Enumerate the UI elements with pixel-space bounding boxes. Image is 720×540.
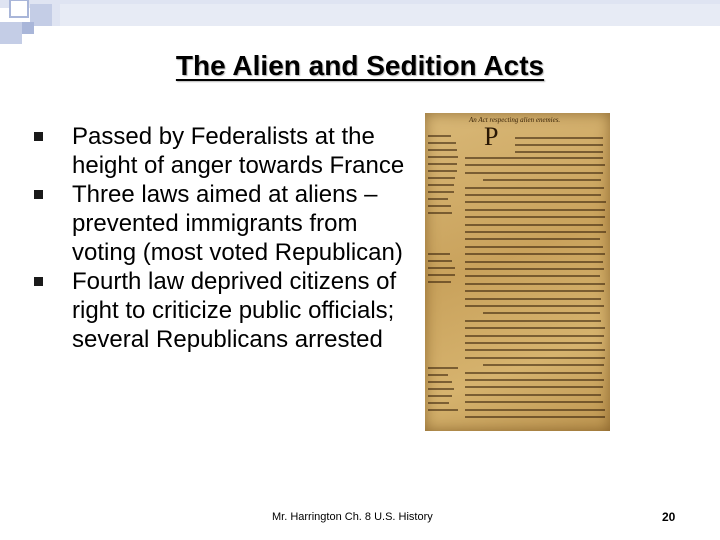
document-text-line xyxy=(465,224,603,226)
document-text-line xyxy=(465,157,603,159)
document-text-line xyxy=(465,246,603,248)
document-text-line xyxy=(465,164,605,166)
document-text-line xyxy=(465,275,600,277)
document-margin-line xyxy=(428,177,455,179)
document-margin-line xyxy=(428,198,448,200)
page-number: 20 xyxy=(662,510,676,524)
document-text-line xyxy=(483,312,600,314)
document-text-line xyxy=(465,357,605,359)
document-text-line xyxy=(465,298,601,300)
document-text-line xyxy=(465,320,601,322)
slide-title: The Alien and Sedition Acts xyxy=(175,50,545,81)
document-margin-line xyxy=(428,149,457,151)
document-text-line xyxy=(465,216,605,218)
document-margin-line xyxy=(428,381,452,383)
square-bullet-icon xyxy=(34,132,43,141)
document-text-line xyxy=(465,172,603,174)
slide-footer: Mr. Harrington Ch. 8 U.S. History xyxy=(272,511,433,523)
document-margin-line xyxy=(428,205,451,207)
bullet-text: Passed by Federalists at the height of anger towards France xyxy=(72,123,405,179)
document-margin-line xyxy=(428,142,456,144)
document-text-line xyxy=(465,305,604,307)
document-margin-line xyxy=(428,281,451,283)
document-text-line xyxy=(465,386,603,388)
document-text-line xyxy=(465,253,605,255)
document-margin-line xyxy=(428,409,458,411)
document-text-line xyxy=(465,209,605,211)
document-text-line xyxy=(483,179,601,181)
bullet-list xyxy=(34,122,414,354)
document-margin-line xyxy=(428,191,454,193)
bullet-item xyxy=(34,180,414,267)
document-margin-line xyxy=(428,163,457,165)
document-text-line xyxy=(465,409,605,411)
document-text-line xyxy=(465,372,602,374)
document-text-line xyxy=(465,394,601,396)
document-text-line xyxy=(465,401,603,403)
document-margin-line xyxy=(428,395,452,397)
document-text-line xyxy=(465,349,605,351)
document-margin-line xyxy=(428,253,450,255)
document-text-line xyxy=(465,231,606,233)
historical-document-image xyxy=(425,113,610,431)
bullet-item xyxy=(34,267,414,354)
document-margin-line xyxy=(428,374,448,376)
document-text-line xyxy=(483,364,604,366)
document-text-line xyxy=(465,201,606,203)
bullet-text: Fourth law deprived citizens of right to criticize public officials; several Republicans arrested xyxy=(72,268,397,353)
document-text-line xyxy=(465,268,604,270)
document-text-line xyxy=(515,151,603,153)
document-margin-line xyxy=(428,212,452,214)
document-text-line xyxy=(465,416,605,418)
document-text-line xyxy=(465,290,604,292)
bullet-text: Three laws aimed at aliens – prevented immigrants from voting (most voted Republican) xyxy=(72,181,403,266)
document-margin-line xyxy=(428,388,454,390)
document-drop-cap: P xyxy=(484,122,499,151)
document-margin-line xyxy=(428,156,458,158)
document-text-line xyxy=(465,335,604,337)
document-text-line xyxy=(515,137,603,139)
document-margin-line xyxy=(428,260,452,262)
document-margin-line xyxy=(428,170,457,172)
document-text-line xyxy=(465,327,605,329)
document-margin-notes xyxy=(428,135,460,425)
document-text-line xyxy=(465,379,604,381)
document-margin-line xyxy=(428,367,458,369)
document-margin-line xyxy=(428,274,455,276)
document-margin-line xyxy=(428,135,451,137)
document-margin-line xyxy=(428,267,455,269)
document-text-line xyxy=(465,283,605,285)
document-text-line xyxy=(465,194,601,196)
document-text-line xyxy=(515,144,603,146)
document-text-line xyxy=(465,187,604,189)
document-text-line xyxy=(465,261,603,263)
document-margin-line xyxy=(428,184,454,186)
bullet-item xyxy=(34,122,414,180)
document-text-line xyxy=(465,238,600,240)
square-bullet-icon xyxy=(34,277,43,286)
document-margin-line xyxy=(428,402,449,404)
document-header: An Act respecting alien enemies. xyxy=(469,116,561,124)
square-bullet-icon xyxy=(34,190,43,199)
document-text-line xyxy=(465,342,602,344)
document-body-text xyxy=(465,123,606,425)
